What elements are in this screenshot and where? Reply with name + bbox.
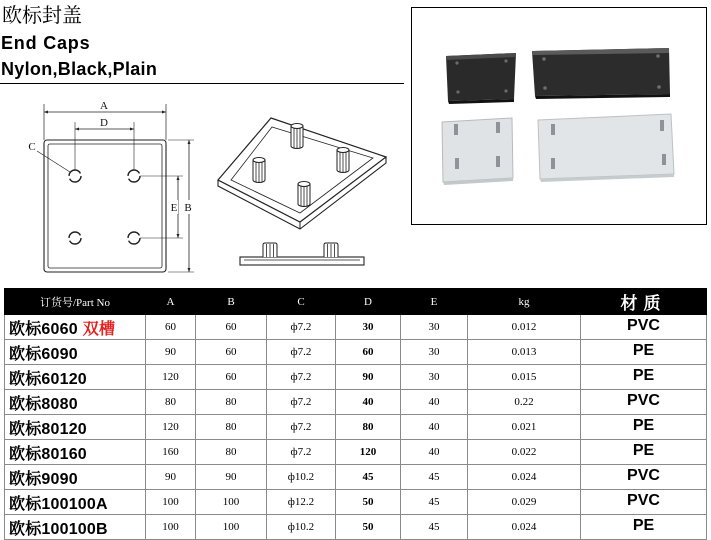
cell-material: PE	[581, 415, 707, 440]
white-cap-square	[442, 118, 513, 185]
technical-drawing	[0, 0, 400, 286]
cell-b: 90	[196, 465, 267, 490]
cell-d: 40	[336, 390, 401, 415]
cell-part: 欧标80120	[5, 415, 146, 440]
mounting-hole	[69, 170, 81, 182]
cell-c: ф12.2	[267, 490, 336, 515]
cell-e: 40	[401, 415, 468, 440]
spec-table	[4, 288, 707, 540]
cell-c: ф7.2	[267, 390, 336, 415]
part-tag: 双槽	[82, 320, 116, 338]
cell-e: 45	[401, 465, 468, 490]
table-row	[5, 390, 707, 415]
product-photo	[411, 7, 707, 225]
col-header-kg: kg	[468, 289, 581, 315]
peg	[253, 158, 265, 183]
table-header-row	[5, 289, 707, 315]
cell-kg: 0.013	[468, 340, 581, 365]
cell-d: 120	[336, 440, 401, 465]
table-row	[5, 415, 707, 440]
cell-c: ф7.2	[267, 365, 336, 390]
cell-part: 欧标9090	[5, 465, 146, 490]
table-row	[5, 315, 707, 340]
cell-c: ф7.2	[267, 415, 336, 440]
mounting-hole	[128, 170, 140, 182]
cell-b: 60	[196, 340, 267, 365]
cell-b: 80	[196, 415, 267, 440]
table-row	[5, 490, 707, 515]
cell-a: 160	[146, 440, 196, 465]
cell-a: 100	[146, 490, 196, 515]
table-row	[5, 340, 707, 365]
front-view	[37, 104, 194, 272]
cell-material: PE	[581, 440, 707, 465]
table-row	[5, 440, 707, 465]
cell-a: 100	[146, 515, 196, 540]
cell-a: 60	[146, 315, 196, 340]
col-header-e: E	[401, 289, 468, 315]
cell-material: PE	[581, 340, 707, 365]
cell-d: 60	[336, 340, 401, 365]
cell-kg: 0.024	[468, 515, 581, 540]
cell-c: ф7.2	[267, 340, 336, 365]
cell-e: 45	[401, 490, 468, 515]
black-cap-rectangular	[532, 48, 670, 99]
side-view	[240, 243, 364, 265]
peg	[337, 148, 349, 173]
col-header-c: C	[267, 289, 336, 315]
cell-kg: 0.012	[468, 315, 581, 340]
cell-c: ф10.2	[267, 465, 336, 490]
table-row	[5, 465, 707, 490]
cell-kg: 0.22	[468, 390, 581, 415]
col-header-b: B	[196, 289, 267, 315]
cell-e: 30	[401, 365, 468, 390]
mounting-hole	[128, 232, 140, 244]
cell-part	[5, 315, 146, 340]
title-chinese: 欧标封盖	[2, 3, 82, 27]
cap-outline	[44, 140, 166, 272]
cell-b: 60	[196, 315, 267, 340]
part-number: 欧标6060	[9, 320, 78, 338]
cell-e: 40	[401, 390, 468, 415]
cell-material: PVC	[581, 315, 707, 340]
cell-c: ф7.2	[267, 315, 336, 340]
cell-e: 40	[401, 440, 468, 465]
cell-material: PE	[581, 365, 707, 390]
cell-a: 120	[146, 365, 196, 390]
cell-part: 欧标100100B	[5, 515, 146, 540]
cell-part: 欧标6090	[5, 340, 146, 365]
cell-d: 50	[336, 490, 401, 515]
cell-d: 45	[336, 465, 401, 490]
cell-kg: 0.022	[468, 440, 581, 465]
cell-b: 100	[196, 490, 267, 515]
cell-d: 50	[336, 515, 401, 540]
cell-b: 80	[196, 440, 267, 465]
cell-kg: 0.015	[468, 365, 581, 390]
black-cap-square	[446, 53, 516, 104]
col-header-material: 材质	[581, 289, 707, 315]
cell-e: 30	[401, 340, 468, 365]
cell-material: PE	[581, 515, 707, 540]
cell-a: 90	[146, 340, 196, 365]
cell-e: 30	[401, 315, 468, 340]
cell-part: 欧标60120	[5, 365, 146, 390]
dimension-b-label: B	[184, 202, 192, 214]
cell-material: PVC	[581, 465, 707, 490]
cell-kg: 0.024	[468, 465, 581, 490]
col-header-d: D	[336, 289, 401, 315]
cell-part: 欧标8080	[5, 390, 146, 415]
cell-part: 欧标80160	[5, 440, 146, 465]
cell-e: 45	[401, 515, 468, 540]
isometric-view	[218, 118, 386, 229]
cell-c: ф7.2	[267, 440, 336, 465]
dimension-e-label: E	[170, 202, 178, 214]
peg	[263, 243, 277, 257]
cell-kg: 0.021	[468, 415, 581, 440]
cell-material: PVC	[581, 490, 707, 515]
cell-kg: 0.029	[468, 490, 581, 515]
col-header-a: A	[146, 289, 196, 315]
peg	[291, 124, 303, 149]
table-row	[5, 515, 707, 540]
cell-d: 80	[336, 415, 401, 440]
table-row	[5, 365, 707, 390]
cell-part: 欧标100100A	[5, 490, 146, 515]
cell-a: 90	[146, 465, 196, 490]
col-header-part: 订货号/Part No	[5, 289, 146, 315]
cell-d: 90	[336, 365, 401, 390]
peg	[324, 243, 338, 257]
title-english: End Caps	[1, 33, 91, 53]
dimension-c-label: C	[28, 141, 36, 153]
mounting-hole	[69, 232, 81, 244]
cell-material: PVC	[581, 390, 707, 415]
cell-a: 80	[146, 390, 196, 415]
cell-b: 60	[196, 365, 267, 390]
cell-b: 100	[196, 515, 267, 540]
cell-c: ф10.2	[267, 515, 336, 540]
cell-b: 80	[196, 390, 267, 415]
white-cap-rectangular	[538, 114, 674, 182]
dimension-d-label: D	[100, 117, 108, 129]
peg	[298, 182, 310, 207]
cell-d: 30	[336, 315, 401, 340]
subtitle: Nylon,Black,Plain	[1, 59, 158, 79]
cell-a: 120	[146, 415, 196, 440]
dimension-a-label: A	[100, 100, 108, 112]
